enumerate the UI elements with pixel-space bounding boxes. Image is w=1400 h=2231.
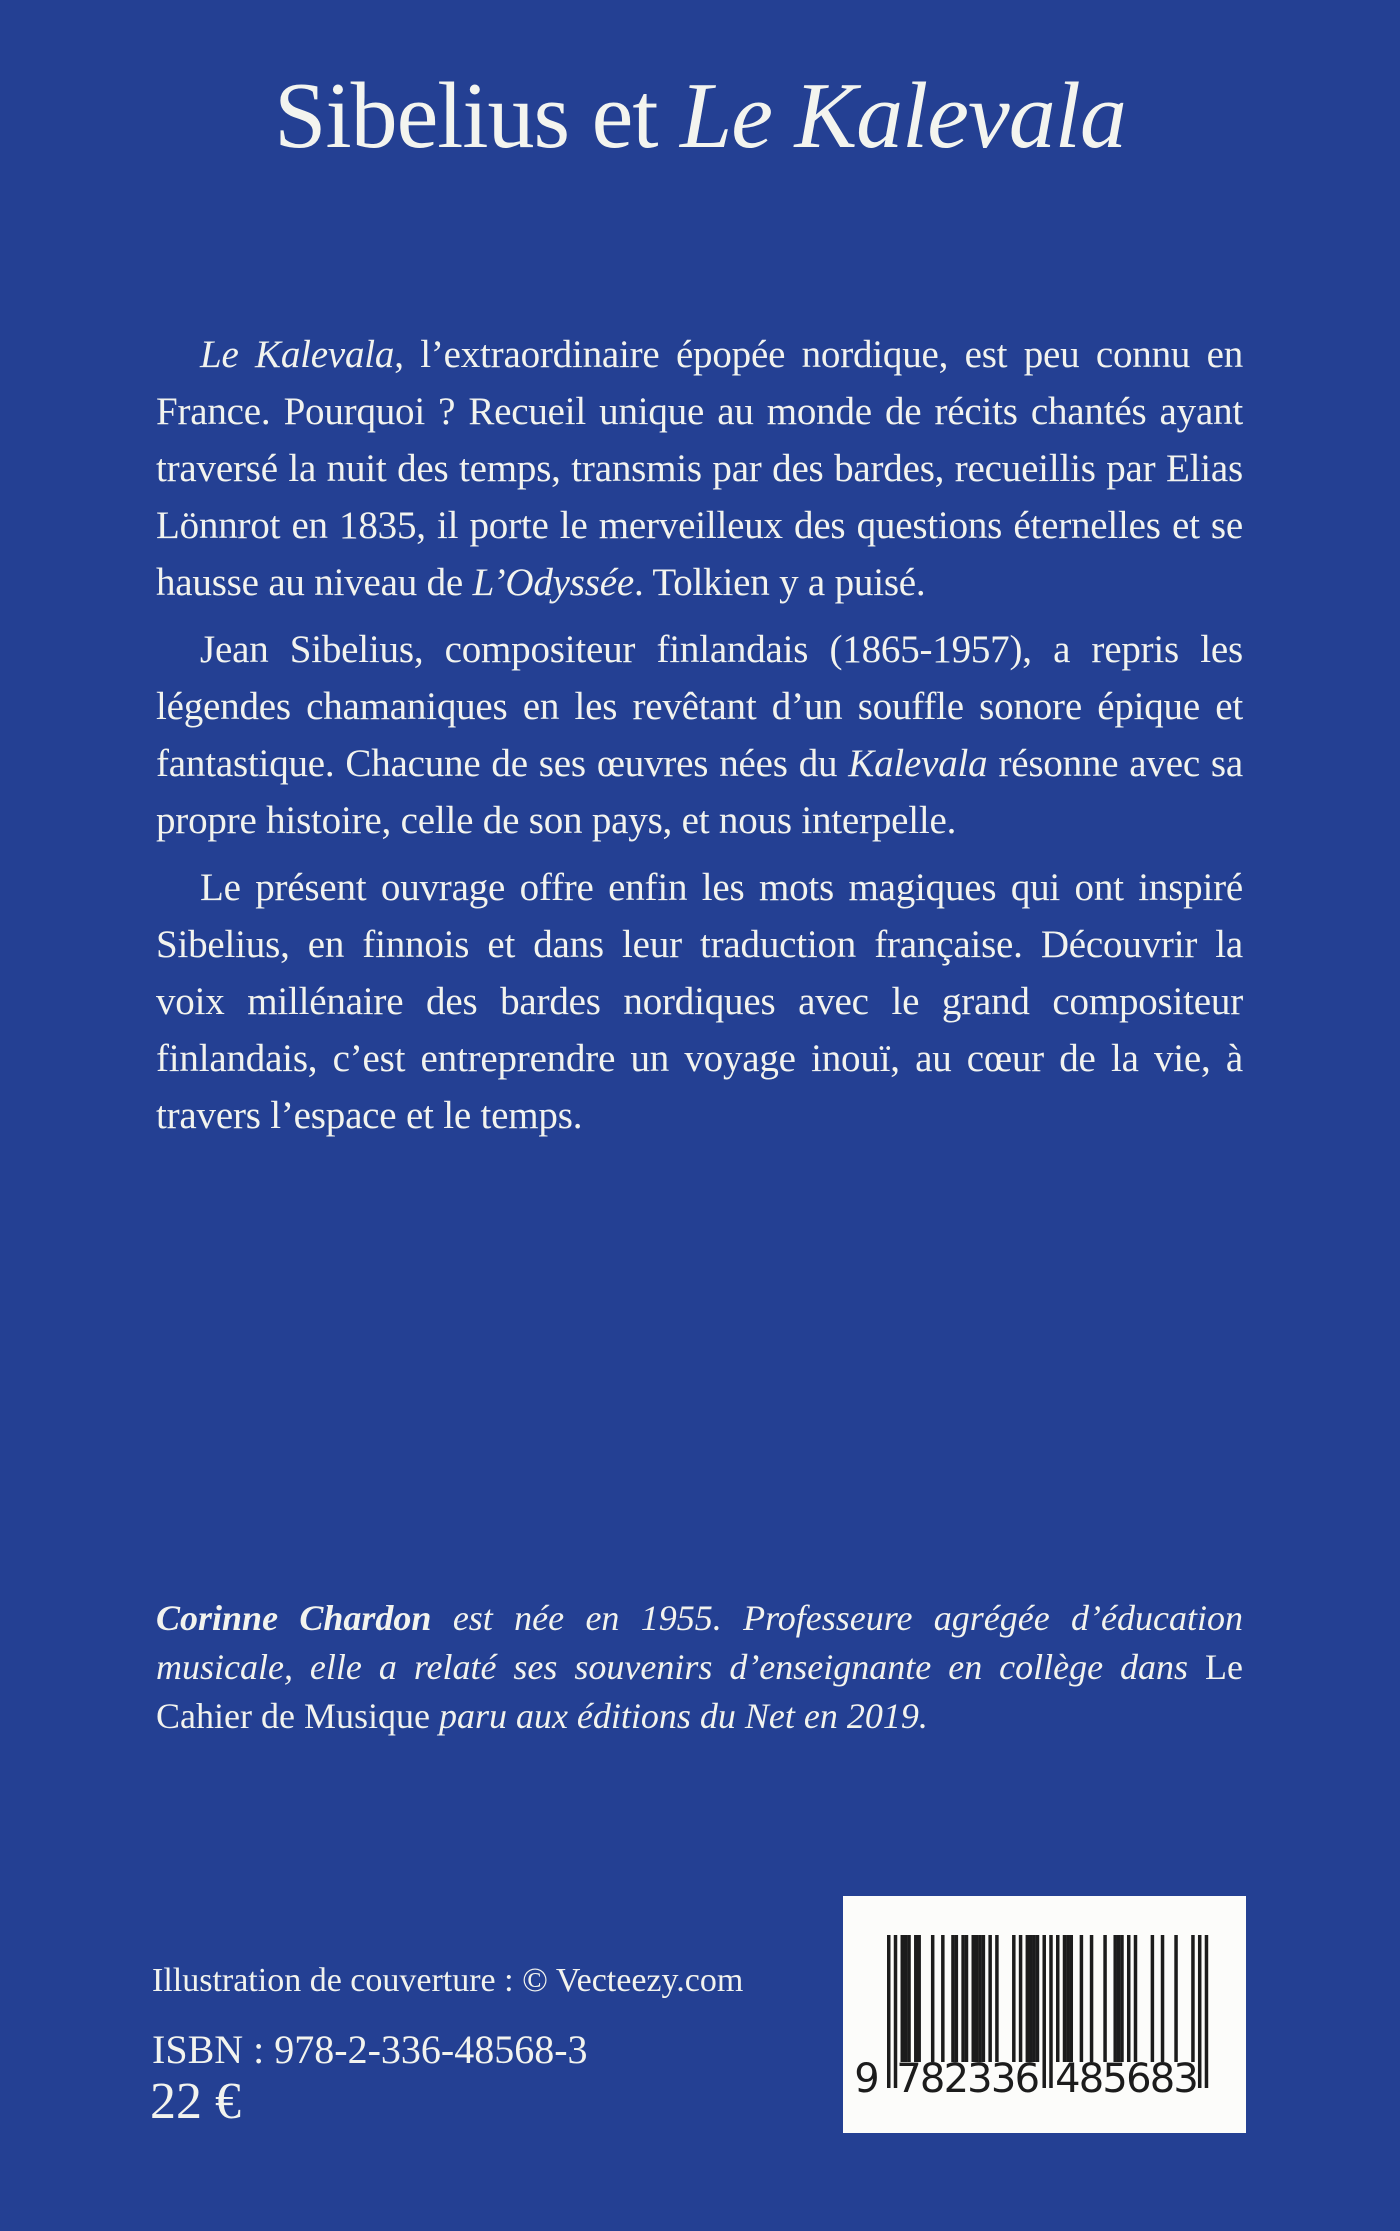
svg-text:8: 8 [1078, 2056, 1105, 2102]
paragraph-text: Jean Sibelius, compositeur finlandais (1865-1957), a repris les légendes chamaniques en les revêtant d’un souffle sonore épique et fantastique. Chacune de ses œuvres nées du [156, 628, 1243, 785]
author-bio [156, 1594, 1243, 1741]
paragraph-text: , l’extraordinaire épopée nordique, est peu connu en France. Pourquoi ? Recueil unique au monde de récits chantés ayant traversé la nuit des temps, transmis par des bardes, recueillis par Elias Lönnrot en 1835, il porte le merveilleux des questions éternelles et se hausse au niveau de [156, 333, 1244, 604]
book-title-italic: Le Kalevala [679, 64, 1126, 168]
book-title [0, 62, 1400, 170]
synopsis-paragraph-3 [156, 859, 1243, 1144]
svg-text:3: 3 [1173, 2056, 1199, 2102]
svg-text:6: 6 [1126, 2056, 1152, 2102]
italic-work-title: Kalevala [848, 742, 988, 785]
svg-text:2: 2 [943, 2056, 970, 2102]
svg-text:9: 9 [854, 2056, 880, 2102]
cover-illustration-credit: Illustration de couverture : © Vecteezy.com [152, 1962, 744, 1999]
svg-text:3: 3 [967, 2056, 993, 2102]
price-text: 22 € [150, 2073, 241, 2130]
svg-text:5: 5 [1102, 2056, 1128, 2102]
svg-text:6: 6 [1014, 2056, 1041, 2102]
synopsis [156, 326, 1243, 1154]
author-name: Corinne Chardon [156, 1598, 432, 1638]
italic-work-title: Le Kalevala [200, 333, 395, 376]
bio-text: est née en 1955. Professeure agrégée d’éducation musicale, elle a relaté ses souvenirs d’enseignante en collège dans [156, 1598, 1244, 1687]
paragraph-text: Le présent ouvrage offre enfin les mots magiques qui ont inspiré Sibelius, en finnois et dans leur traduction française. Découvrir la voix millénaire des bardes nordiques avec le grand compositeur finlandais, c’est entreprendre un voyage inouï, au cœur de la vie, à travers l’espace et le temps. [156, 866, 1243, 1137]
bio-text: paru aux éditions du Net en 2019. [429, 1696, 928, 1736]
svg-text:7: 7 [896, 2056, 922, 2102]
svg-text:8: 8 [1149, 2056, 1176, 2102]
synopsis-paragraph-2 [156, 621, 1243, 849]
book-title-regular: Sibelius et [274, 64, 680, 168]
bio-book-title: Le Cahier de Musique [156, 1647, 1243, 1736]
svg-text:4: 4 [1055, 2056, 1081, 2102]
paragraph-text: . Tolkien y a puisé. [633, 561, 926, 604]
synopsis-paragraph-1 [156, 326, 1243, 611]
paragraph-text: résonne avec sa propre histoire, celle de son pays, et nous interpelle. [156, 742, 1243, 842]
svg-text:3: 3 [990, 2056, 1017, 2102]
isbn-text: ISBN : 978-2-336-48568-3 [152, 2027, 588, 2072]
italic-work-title: L’Odyssée [472, 561, 634, 604]
svg-text:8: 8 [919, 2056, 946, 2102]
ean-barcode [843, 1896, 1246, 2133]
ean-barcode-graphic [843, 1896, 1246, 2133]
